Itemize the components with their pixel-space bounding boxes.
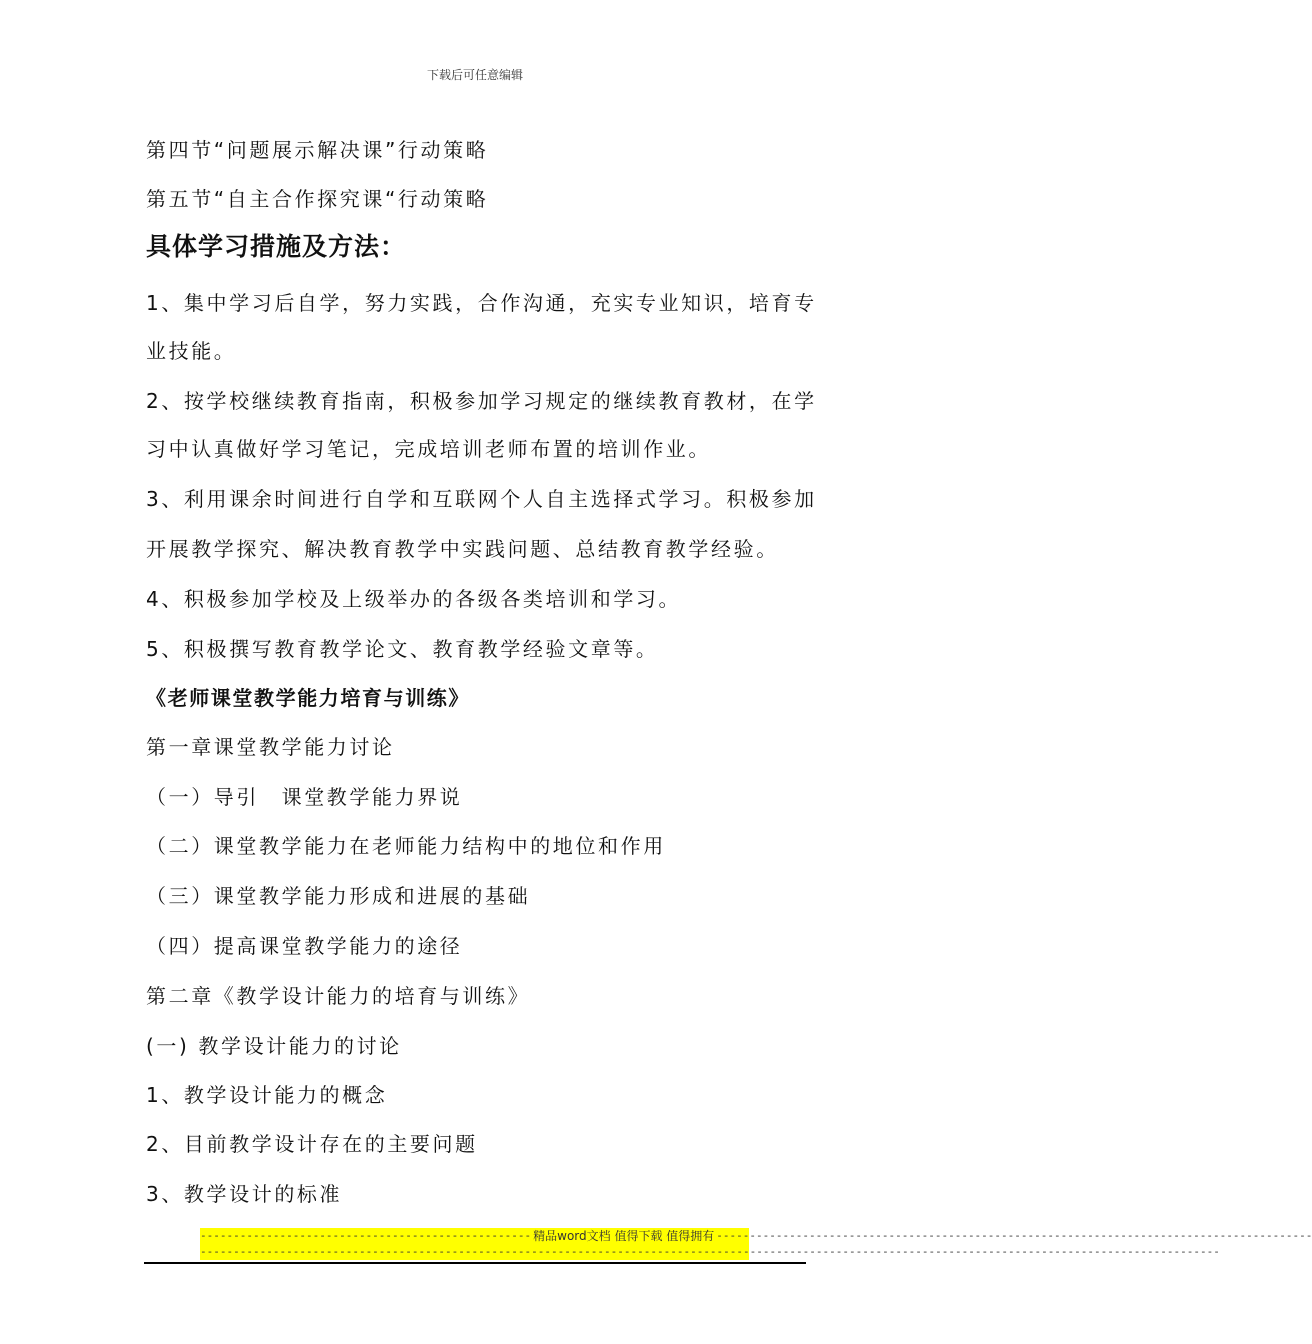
chapter-2-title: 第二章《教学设计能力的培育与训练》 [146, 984, 531, 1008]
page-header-note: 下载后可任意编辑 [426, 68, 523, 82]
measure-4-line: 4、积极参加学校及上级举办的各级各类培训和学习。 [146, 587, 682, 611]
measures-heading: 具体学习措施及方法： [146, 232, 407, 261]
chapter-1-item-2: （二）课堂教学能力在老师能力结构中的地位和作用 [146, 834, 666, 858]
measure-1-line-2: 业技能。 [146, 339, 237, 363]
measure-3-line-1: 3、利用课余时间进行自学和互联网个人自主选择式学习。积极参加 [146, 487, 817, 511]
measure-2-line-1: 2、按学校继续教育指南，积极参加学习规定的继续教育教材，在学 [146, 389, 817, 413]
section-4-line: 第四节“问题展示解决课”行动策略 [146, 138, 489, 162]
chapter-2-subitem-2: 2、目前教学设计存在的主要问题 [146, 1132, 478, 1156]
chapter-2-subitem-3: 3、教学设计的标准 [146, 1182, 343, 1206]
chapter-1-item-3: （三）课堂教学能力形成和进展的基础 [146, 884, 531, 908]
footer-dashes-left: -------------------------------------------------- [200, 1229, 532, 1242]
chapter-2-subitem-1: 1、教学设计能力的概念 [146, 1083, 388, 1107]
book-title: 《老师课堂教学能力培育与训练》 [146, 686, 470, 710]
measure-3-line-2: 开展教学探究、解决教育教学中实践问题、总结教育教学经验。 [146, 537, 779, 561]
footer-banner [200, 1228, 1312, 1260]
measure-1-line-1: 1、集中学习后自学，努力实践，合作沟通，充实专业知识，培育专 [146, 291, 817, 315]
footer-dashes-row: ---------------------------------------------------------------------------------------------------------------------------------------------------------- [200, 1245, 1220, 1258]
section-5-line: 第五节“自主合作探究课“行动策略 [146, 187, 489, 211]
measure-2-line-2: 习中认真做好学习笔记，完成培训老师布置的培训作业。 [146, 437, 711, 461]
chapter-1-item-4: （四）提高课堂教学能力的途径 [146, 934, 463, 958]
chapter-1-title: 第一章课堂教学能力讨论 [146, 735, 395, 759]
measure-5-line: 5、积极撰写教育教学论文、教育教学经验文章等。 [146, 637, 659, 661]
footer-banner-text: 精品word文档 值得下载 值得拥有 [533, 1229, 715, 1243]
chapter-1-item-1: （一）导引 课堂教学能力界说 [146, 785, 463, 809]
chapter-2-item-1: (一) 教学设计能力的讨论 [146, 1034, 402, 1058]
footer-dashes-right: ------------------------------------------------------------------------------------------ [716, 1229, 1312, 1242]
bottom-divider [144, 1262, 806, 1264]
